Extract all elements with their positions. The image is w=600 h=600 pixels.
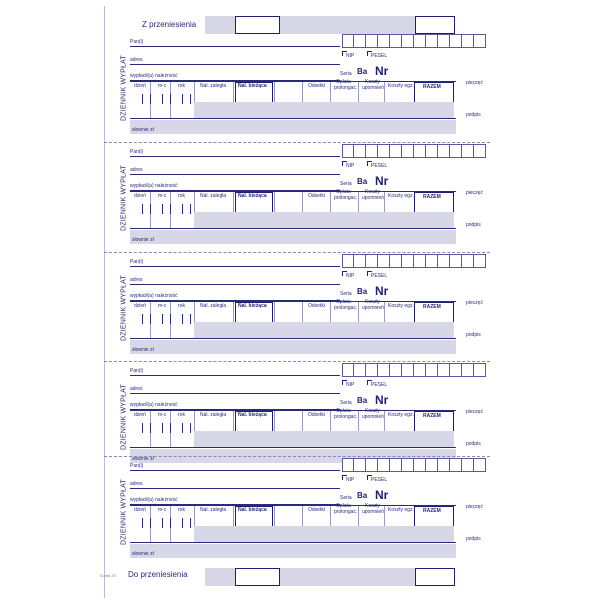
digit-cell[interactable]: [426, 363, 438, 377]
nip-pesel-cells[interactable]: [342, 144, 486, 158]
nip-label: NIP: [346, 273, 355, 279]
pan-line[interactable]: [130, 375, 340, 376]
col-enforcement: Koszty egz.: [388, 303, 414, 309]
date-tick: [162, 423, 163, 433]
nip-label: NIP: [346, 53, 355, 59]
digit-cell[interactable]: [390, 254, 402, 268]
digit-cell[interactable]: [366, 254, 378, 268]
digit-cell[interactable]: [438, 363, 450, 377]
col-current: Nal. bieżąca: [238, 412, 267, 418]
series-ba: Ba: [357, 396, 368, 405]
col-reminder-1: Koszty: [365, 408, 381, 414]
series-ba: Ba: [357, 287, 368, 296]
col-current: Nal. bieżąca: [238, 507, 267, 513]
in-words-label: słownie zł: [132, 237, 154, 243]
section-separator: [104, 252, 490, 253]
nip-pesel-cells[interactable]: [342, 458, 486, 472]
carry-over-band: [110, 566, 485, 588]
carry-forward-label: Z przeniesienia: [142, 20, 197, 29]
col-day: dzień: [134, 83, 146, 89]
payout-section: [104, 146, 490, 256]
pan-label: Pan(i): [130, 368, 144, 374]
stamp-label: pieczęć: [466, 190, 483, 196]
digit-cell[interactable]: [354, 254, 366, 268]
in-words-label: słownie zł: [132, 456, 154, 462]
paid-label: wypłacił(a) należność: [130, 293, 178, 299]
digit-cell[interactable]: [462, 254, 474, 268]
in-words-gray[interactable]: [130, 544, 456, 558]
stamp-label: pieczęć: [466, 80, 483, 86]
col-year: rok: [178, 507, 185, 513]
nip-label: NIP: [346, 382, 355, 388]
date-tick: [150, 423, 151, 433]
col-month: m-c: [158, 83, 167, 89]
digit-cell[interactable]: [426, 34, 438, 48]
amount-gray-area[interactable]: [194, 322, 454, 338]
address-label: adres: [130, 277, 143, 283]
pan-line[interactable]: [130, 470, 340, 471]
series-label: Seria: [340, 181, 352, 187]
section-vertical-title: [118, 48, 130, 128]
series-label: Seria: [340, 71, 352, 77]
carry-forward-band: [110, 14, 485, 36]
col-fee-2: prolongac.: [334, 509, 358, 515]
payout-section: [104, 36, 490, 146]
col-reminder-1: Koszty: [365, 299, 381, 305]
col-day: dzień: [134, 412, 146, 418]
series-ba: Ba: [357, 177, 368, 186]
digit-cell[interactable]: [378, 254, 390, 268]
date-tick: [182, 94, 183, 104]
nip-label: NIP: [346, 163, 355, 169]
col-current: Nal. bieżąca: [238, 303, 267, 309]
series-nr: Nr: [375, 284, 389, 298]
date-tick: [190, 423, 191, 433]
col-enforcement: Koszty egz.: [388, 193, 414, 199]
date-tick: [162, 204, 163, 214]
col-month: m-c: [158, 303, 167, 309]
digit-cell[interactable]: [462, 144, 474, 158]
digit-cell[interactable]: [450, 144, 462, 158]
table-top-line: [130, 505, 456, 506]
pesel-label: PESEL: [371, 382, 388, 388]
section-separator: [104, 361, 490, 362]
series-nr: Nr: [375, 393, 389, 407]
in-words-label: słownie zł: [132, 127, 154, 133]
col-month: m-c: [158, 412, 167, 418]
col-year: rok: [178, 303, 185, 309]
col-total: RAZEM: [423, 194, 441, 200]
digit-cell[interactable]: [390, 144, 402, 158]
stamp-label: pieczęć: [466, 409, 483, 415]
col-reminder-1: Koszty: [365, 503, 381, 509]
carry-forward-total-box[interactable]: [415, 16, 455, 34]
digit-cell[interactable]: [438, 34, 450, 48]
pesel-label: PESEL: [371, 53, 388, 59]
digit-cell[interactable]: [450, 254, 462, 268]
col-day: dzień: [134, 507, 146, 513]
section-vertical-title: [118, 158, 130, 238]
col-fee-2: prolongac.: [334, 195, 358, 201]
stamp-label: pieczęć: [466, 300, 483, 306]
signature-label: podpis: [466, 332, 481, 338]
digit-cell[interactable]: [402, 254, 414, 268]
section-vertical-title: [118, 268, 130, 348]
col-reminder-1: Koszty: [365, 79, 381, 85]
address-line[interactable]: [130, 174, 340, 175]
col-fee-1: Opłata: [336, 79, 351, 85]
amount-gray-area[interactable]: [194, 212, 454, 228]
series-nr: Nr: [375, 488, 389, 502]
digit-cell[interactable]: [450, 458, 462, 472]
digit-cell[interactable]: [390, 363, 402, 377]
address-line[interactable]: [130, 488, 340, 489]
date-tick: [182, 423, 183, 433]
col-overdue: Nal. zaległa: [200, 412, 227, 418]
address-label: adres: [130, 167, 143, 173]
address-label: adres: [130, 57, 143, 63]
table-bottom-line: [130, 118, 456, 119]
series-label: Seria: [340, 495, 352, 501]
digit-cell[interactable]: [342, 254, 354, 268]
address-label: adres: [130, 481, 143, 487]
digit-cell[interactable]: [378, 34, 390, 48]
date-tick: [170, 314, 171, 324]
amount-gray-area[interactable]: [194, 431, 454, 447]
pesel-label: PESEL: [371, 477, 388, 483]
col-month: m-c: [158, 193, 167, 199]
col-current: Nal. bieżąca: [238, 83, 267, 89]
amount-gray-area[interactable]: [194, 102, 454, 118]
col-fee-2: prolongac.: [334, 305, 358, 311]
section-separator: [104, 456, 490, 457]
digit-cell[interactable]: [402, 144, 414, 158]
digit-cell[interactable]: [414, 458, 426, 472]
signature-label: podpis: [466, 112, 481, 118]
pan-line[interactable]: [130, 266, 340, 267]
date-tick: [150, 518, 151, 528]
digit-cell[interactable]: [342, 363, 354, 377]
col-overdue: Nal. zaległa: [200, 193, 227, 199]
digit-cell[interactable]: [426, 254, 438, 268]
series-label: Seria: [340, 291, 352, 297]
digit-cell[interactable]: [354, 458, 366, 472]
carry-over-total-box[interactable]: [415, 568, 455, 586]
address-line[interactable]: [130, 284, 340, 285]
col-enforcement: Koszty egz.: [388, 412, 414, 418]
digit-cell[interactable]: [414, 144, 426, 158]
date-tick: [142, 204, 143, 214]
pesel-label: PESEL: [371, 163, 388, 169]
paid-label: wypłacił(a) należność: [130, 402, 178, 408]
digit-cell[interactable]: [426, 458, 438, 472]
digit-cell[interactable]: [462, 34, 474, 48]
digit-cell[interactable]: [378, 144, 390, 158]
address-line[interactable]: [130, 64, 340, 65]
digit-cell[interactable]: [402, 363, 414, 377]
paid-label: wypłacił(a) należność: [130, 497, 178, 503]
digit-cell[interactable]: [414, 34, 426, 48]
digit-cell[interactable]: [366, 34, 378, 48]
digit-cell[interactable]: [342, 34, 354, 48]
date-tick: [162, 314, 163, 324]
payout-section: [104, 256, 490, 366]
carry-forward-box[interactable]: [235, 16, 280, 34]
col-overdue: Nal. zaległa: [200, 507, 227, 513]
digit-cell[interactable]: [366, 363, 378, 377]
address-line[interactable]: [130, 393, 340, 394]
digit-cell[interactable]: [354, 34, 366, 48]
col-year: rok: [178, 193, 185, 199]
digit-cell[interactable]: [414, 254, 426, 268]
digit-cell[interactable]: [402, 34, 414, 48]
series-ba: Ba: [357, 491, 368, 500]
col-year: rok: [178, 83, 185, 89]
col-overdue: Nal. zaległa: [200, 83, 227, 89]
address-label: adres: [130, 386, 143, 392]
date-tick: [162, 518, 163, 528]
digit-cell[interactable]: [474, 34, 486, 48]
digit-cell[interactable]: [366, 458, 378, 472]
section-title-text: DZIENNIK WYPŁAT: [120, 479, 128, 545]
col-fee-1: Opłata: [336, 408, 351, 414]
section-title-text: DZIENNIK WYPŁAT: [120, 275, 128, 341]
digit-cell[interactable]: [378, 458, 390, 472]
date-tick: [142, 94, 143, 104]
digit-cell[interactable]: [366, 144, 378, 158]
stamp-label: pieczęć: [466, 504, 483, 510]
nip-pesel-cells[interactable]: [342, 363, 486, 377]
col-fee-2: prolongac.: [334, 414, 358, 420]
series-nr: Nr: [375, 174, 389, 188]
payout-section: [104, 460, 490, 570]
series-nr: Nr: [375, 64, 389, 78]
date-tick: [170, 94, 171, 104]
col-day: dzień: [134, 303, 146, 309]
table-bottom-line: [130, 228, 456, 229]
table-bottom-line: [130, 338, 456, 339]
date-tick: [142, 314, 143, 324]
col-reminder-1: Koszty: [365, 189, 381, 195]
col-reminder-2: upomnień: [362, 414, 384, 420]
pan-line[interactable]: [130, 156, 340, 157]
col-enforcement: Koszty egz.: [388, 83, 414, 89]
date-tick: [190, 94, 191, 104]
carry-over-label: Do przeniesienia: [128, 570, 188, 579]
date-tick: [142, 423, 143, 433]
pesel-label: PESEL: [371, 273, 388, 279]
col-overdue: Nal. zaległa: [200, 303, 227, 309]
nip-pesel-cells[interactable]: [342, 34, 486, 48]
nip-pesel-cells[interactable]: [342, 254, 486, 268]
table-bottom-line: [130, 447, 456, 448]
col-total: RAZEM: [423, 413, 441, 419]
col-total: RAZEM: [423, 508, 441, 514]
section-separator: [104, 142, 490, 143]
digit-cell[interactable]: [402, 458, 414, 472]
in-words-gray[interactable]: [130, 120, 456, 134]
digit-cell[interactable]: [426, 144, 438, 158]
col-total: RAZEM: [423, 304, 441, 310]
section-vertical-title: [118, 472, 130, 552]
nip-label: NIP: [346, 477, 355, 483]
table-top-line: [130, 301, 456, 302]
digit-cell[interactable]: [450, 363, 462, 377]
form-code: 4-unit-70: [100, 573, 116, 578]
digit-cell[interactable]: [342, 458, 354, 472]
digit-cell[interactable]: [378, 363, 390, 377]
section-title-text: DZIENNIK WYPŁAT: [120, 384, 128, 450]
col-total: RAZEM: [423, 84, 441, 90]
pan-label: Pan(i): [130, 463, 144, 469]
signature-label: podpis: [466, 536, 481, 542]
date-tick: [170, 204, 171, 214]
col-current: Nal. bieżąca: [238, 193, 267, 199]
section-vertical-title: [118, 377, 130, 457]
date-tick: [182, 314, 183, 324]
digit-cell[interactable]: [474, 363, 486, 377]
table-top-line: [130, 81, 456, 82]
pan-label: Pan(i): [130, 149, 144, 155]
in-words-label: słownie zł: [132, 347, 154, 353]
section-title-text: DZIENNIK WYPŁAT: [120, 55, 128, 121]
col-enforcement: Koszty egz.: [388, 507, 414, 513]
digit-cell[interactable]: [438, 254, 450, 268]
col-year: rok: [178, 412, 185, 418]
digit-cell[interactable]: [342, 144, 354, 158]
date-tick: [182, 204, 183, 214]
col-reminder-2: upomnień: [362, 195, 384, 201]
col-interest: Odsetki: [308, 83, 325, 89]
date-tick: [150, 314, 151, 324]
col-fee-1: Opłata: [336, 503, 351, 509]
table-top-line: [130, 410, 456, 411]
date-tick: [150, 94, 151, 104]
pan-label: Pan(i): [130, 259, 144, 265]
date-tick: [190, 204, 191, 214]
digit-cell[interactable]: [438, 458, 450, 472]
amount-gray-area[interactable]: [194, 526, 454, 542]
digit-cell[interactable]: [390, 34, 402, 48]
paid-label: wypłacił(a) należność: [130, 183, 178, 189]
date-tick: [162, 94, 163, 104]
col-month: m-c: [158, 507, 167, 513]
col-reminder-2: upomnień: [362, 509, 384, 515]
col-interest: Odsetki: [308, 507, 325, 513]
pan-line[interactable]: [130, 46, 340, 47]
paid-label: wypłacił(a) należność: [130, 73, 178, 79]
in-words-label: słownie zł: [132, 551, 154, 557]
digit-cell[interactable]: [354, 363, 366, 377]
digit-cell[interactable]: [462, 363, 474, 377]
date-tick: [190, 314, 191, 324]
pan-label: Pan(i): [130, 39, 144, 45]
date-tick: [150, 204, 151, 214]
col-reminder-2: upomnień: [362, 85, 384, 91]
carry-over-box[interactable]: [235, 568, 280, 586]
series-label: Seria: [340, 400, 352, 406]
col-interest: Odsetki: [308, 193, 325, 199]
col-fee-2: prolongac.: [334, 85, 358, 91]
col-day: dzień: [134, 193, 146, 199]
col-interest: Odsetki: [308, 412, 325, 418]
digit-cell[interactable]: [450, 34, 462, 48]
col-fee-1: Opłata: [336, 189, 351, 195]
table-bottom-line: [130, 542, 456, 543]
digit-cell[interactable]: [474, 254, 486, 268]
in-words-gray[interactable]: [130, 230, 456, 244]
date-tick: [170, 423, 171, 433]
digit-cell[interactable]: [438, 144, 450, 158]
section-title-text: DZIENNIK WYPŁAT: [120, 165, 128, 231]
signature-label: podpis: [466, 441, 481, 447]
signature-label: podpis: [466, 222, 481, 228]
series-ba: Ba: [357, 67, 368, 76]
table-top-line: [130, 191, 456, 192]
digit-cell[interactable]: [474, 144, 486, 158]
date-tick: [142, 518, 143, 528]
digit-cell[interactable]: [354, 144, 366, 158]
col-interest: Odsetki: [308, 303, 325, 309]
col-reminder-2: upomnień: [362, 305, 384, 311]
digit-cell[interactable]: [414, 363, 426, 377]
col-fee-1: Opłata: [336, 299, 351, 305]
date-tick: [170, 518, 171, 528]
in-words-gray[interactable]: [130, 340, 456, 354]
digit-cell[interactable]: [474, 458, 486, 472]
digit-cell[interactable]: [390, 458, 402, 472]
date-tick: [190, 518, 191, 528]
date-tick: [182, 518, 183, 528]
digit-cell[interactable]: [462, 458, 474, 472]
